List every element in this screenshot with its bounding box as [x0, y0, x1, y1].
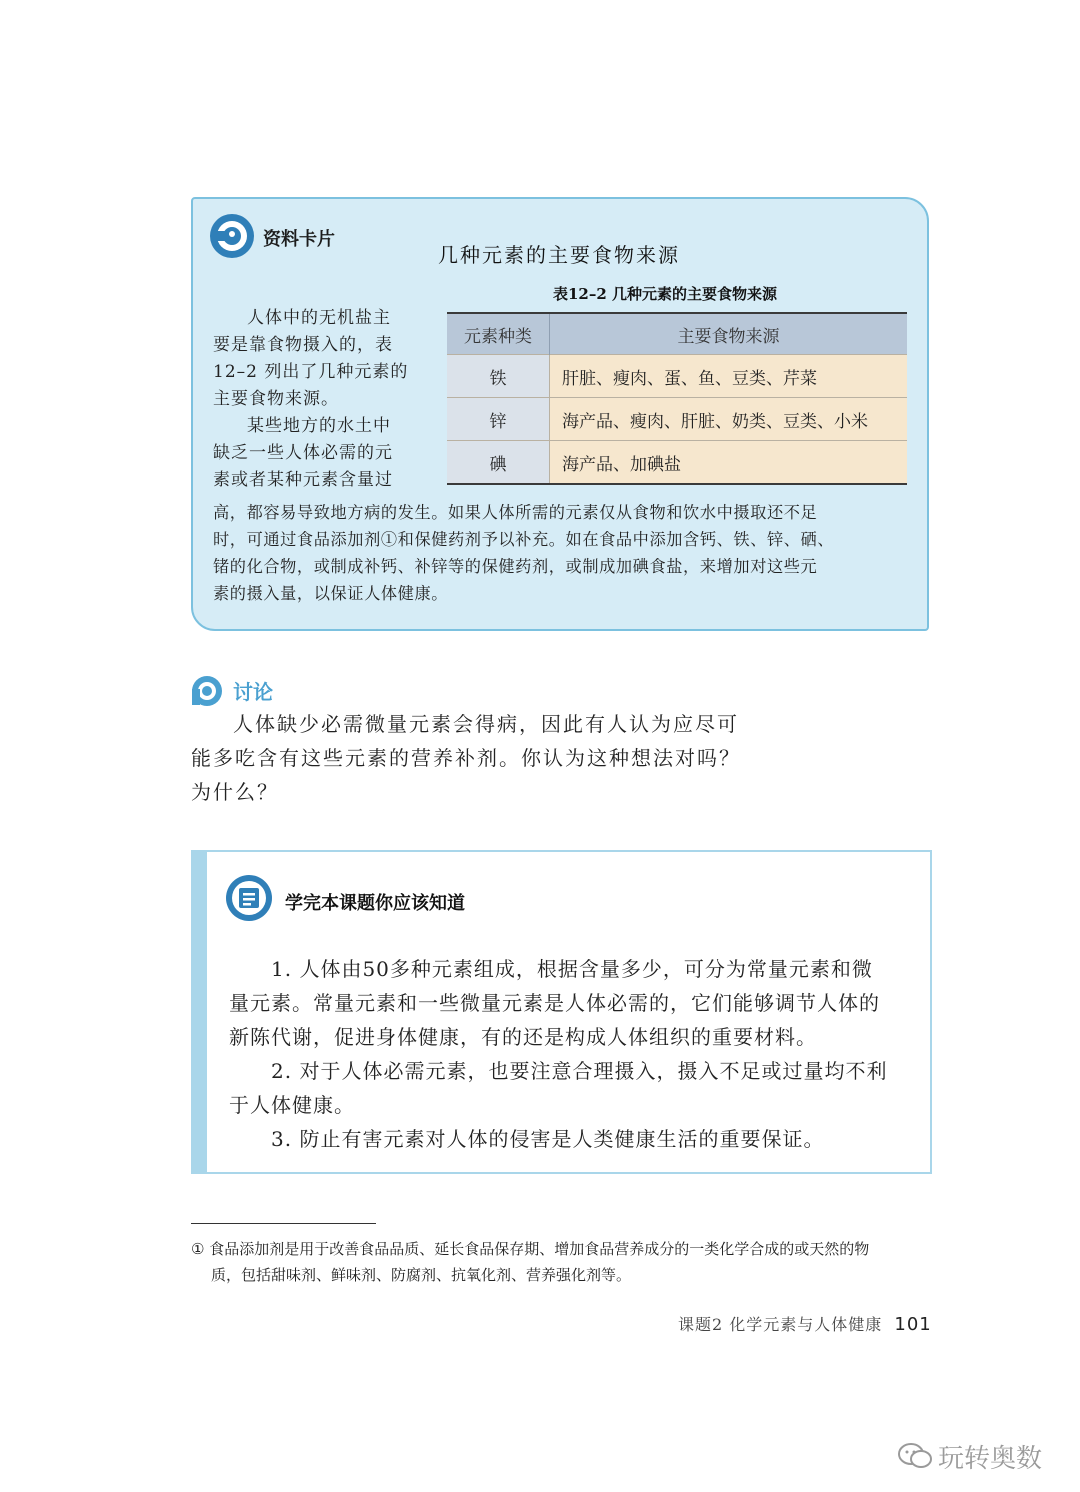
element-cell: 碘: [447, 441, 550, 485]
wechat-icon: [898, 1442, 932, 1470]
text-line: 素或者某种元素含量过: [213, 470, 393, 490]
summary-heading: 学完本课题你应该知道: [285, 893, 465, 914]
summary-icon: [225, 874, 273, 922]
source-cell: 海产品、瘦肉、肝脏、奶类、豆类、小米: [550, 398, 908, 441]
text-line: ① 食品添加剂是用于改善食品品质、延长食品保存期、增加食品营养成分的一类化学合成的或天然的物: [191, 1240, 870, 1258]
chapter-title: 课题2 化学元素与人体健康: [678, 1315, 883, 1334]
card-label: 资料卡片: [263, 229, 335, 250]
watermark-text: 玩转奥数: [938, 1444, 1043, 1474]
footnote: [191, 1236, 941, 1288]
summary-box: [191, 850, 932, 1174]
table-row: [447, 355, 907, 398]
text-line: 时，可通过食品添加剂①和保健药剂予以补充。如在食品中添加含钙、铁、锌、硒、: [213, 530, 835, 549]
text-line: 某些地方的水土中: [247, 416, 391, 436]
food-source-table: [447, 312, 907, 485]
table-row: [447, 441, 907, 485]
footnote-rule: [191, 1223, 376, 1224]
info-card-icon: [209, 213, 255, 259]
table-caption: 表12–2 几种元素的主要食物来源: [553, 285, 778, 303]
table-header-row: [447, 313, 907, 355]
discussion-text: [191, 707, 761, 809]
element-cell: 铁: [447, 355, 550, 398]
text-line: 人体中的无机盐主: [247, 308, 391, 328]
text-line: 高，都容易导致地方病的发生。如果人体所需的元素仅从食物和饮水中摄取还不足: [213, 503, 818, 522]
data-card: [191, 197, 929, 631]
text-line: 于人体健康。: [229, 1093, 355, 1117]
discussion-heading: 讨论: [233, 680, 273, 704]
text-line: 3. 防止有害元素对人体的侵害是人类健康生活的重要保证。: [271, 1127, 825, 1151]
text-line: 主要食物来源。: [213, 389, 339, 409]
source-cell: 肝脏、瘦肉、蛋、鱼、豆类、芹菜: [550, 355, 908, 398]
text-line: 质，包括甜味剂、鲜味剂、防腐剂、抗氧化剂、营养强化剂等。: [211, 1266, 632, 1284]
text-line: 锗的化合物，或制成补钙、补锌等的保健药剂，或制成加碘食盐，来增加对这些元: [213, 557, 818, 576]
card-title: 几种元素的主要食物来源: [438, 243, 680, 267]
table-header-source: 主要食物来源: [550, 313, 908, 355]
summary-text: [229, 952, 919, 1156]
discussion-icon: [191, 675, 225, 707]
source-cell: 海产品、加碘盐: [550, 441, 908, 485]
text-line: 能多吃含有这些元素的营养补剂。你认为这种想法对吗？: [191, 746, 741, 770]
text-line: 素的摄入量，以保证人体健康。: [213, 584, 449, 603]
text-line: 12–2 列出了几种元素的: [213, 362, 409, 382]
text-line: 量元素。常量元素和一些微量元素是人体必需的，它们能够调节人体的: [229, 991, 880, 1015]
table-row: [447, 398, 907, 441]
table-header-element: 元素种类: [447, 313, 550, 355]
card-left-text: [213, 305, 433, 494]
page-number: 101: [894, 1314, 932, 1335]
element-cell: 锌: [447, 398, 550, 441]
summary-side-bar: [193, 852, 207, 1172]
text-line: 人体缺少必需微量元素会得病，因此有人认为应尽可: [233, 712, 739, 736]
text-line: 新陈代谢，促进身体健康，有的还是构成人体组织的重要材料。: [229, 1025, 817, 1049]
page-footer: [678, 1312, 932, 1335]
card-full-text: [213, 499, 913, 607]
text-line: 1. 人体由50多种元素组成，根据含量多少，可分为常量元素和微: [271, 957, 873, 981]
text-line: 2. 对于人体必需元素，也要注意合理摄入，摄入不足或过量均不利: [271, 1059, 888, 1083]
text-line: 为什么？: [191, 780, 279, 804]
text-line: 缺乏一些人体必需的元: [213, 443, 393, 463]
text-line: 要是靠食物摄入的，表: [213, 335, 393, 355]
